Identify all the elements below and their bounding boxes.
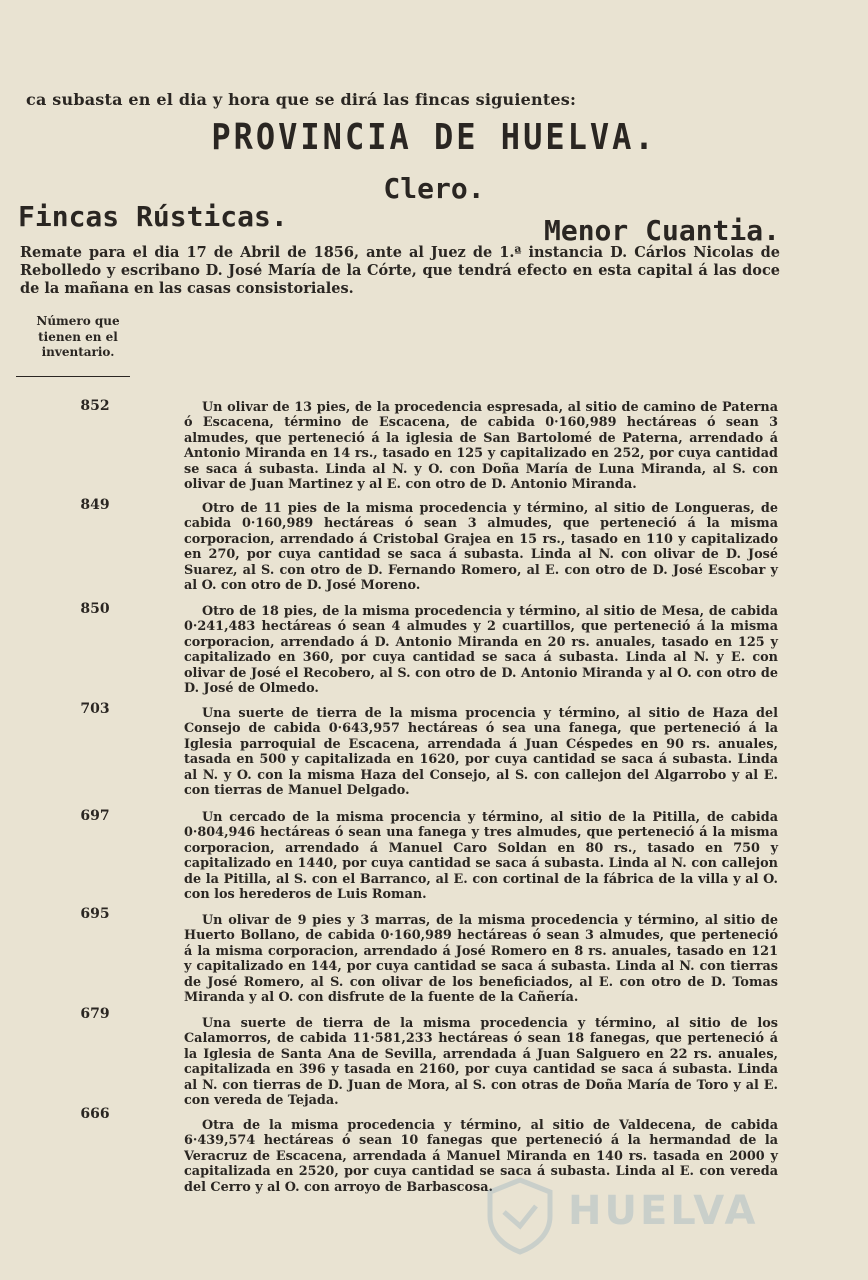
entry-text: Un cercado de la misma procencia y término, al sitio de la Pitilla, de cabida 0·804,946 hectáreas ó sean una fanega y tres almudes, que perteneció á la misma corporacion, arrendado á Manuel Caro Soldan en 80 rs., tasado en 750 y capitalizado en 1440, por cuya cantidad se saca á subasta. Linda al N. con callejon de la Pitilla, al S. con el Barranco, al E. con cortinal de la fábrica de la villa y al O. con los herederos de Luis Roman. [184, 810, 778, 903]
entry-text: Una suerte de tierra de la misma procencia y término, al sitio de Haza del Consejo de cabida 0·643,957 hectáreas ó sea una fanega, que perteneció á la Iglesia parroquial de Escacena, arrendada á Juan Céspedes en 90 rs. anuales, tasada en 500 y capitalizada en 1620, por cuya cantidad se saca á subasta. Linda al N. y O. con la misma Haza del Consejo, al S. con callejon del Algarrobo y al E. con tierras de Manuel Delgado. [184, 706, 778, 799]
intro-line: ca subasta en el dia y hora que se dirá las fincas siguientes: [26, 90, 577, 109]
column-header: Número que tienen en el inventario. [36, 314, 120, 360]
entry-text: Un olivar de 13 pies, de la procedencia espresada, al sitio de camino de Paterna ó Escacena, término de Escacena, de cabida 0·160,989 hectáreas ó sean 3 almudes, que perteneció á la iglesia de San Bartolomé de Paterna, arrendado á Antonio Miranda en 14 rs., tasado en 125 y capitalizado en 252, por cuya cantidad se saca á subasta. Linda al N. y O. con Doña María de Luna Miranda, al S. con olivar de Juan Martinez y al E. con otro de D. Antonio Miranda. [184, 400, 778, 493]
watermark [480, 1176, 820, 1256]
entry-text: Otro de 11 pies de la misma procedencia y término, al sitio de Longueras, de cabida 0·160,989 hectáreas ó sean 3 almudes, que perteneció á la misma corporacion, arrendado á Cristobal Grajea en 15 rs., tasado en 110 y capitalizado en 270, por cuya cantidad se saca á subasta. Linda al N. con olivar de D. José Suarez, al S. con otro de D. Fernando Romero, al E. con otro de D. José Escobar y al O. con otro de D. José Moreno. [184, 501, 778, 594]
watermark-shield-icon [480, 1176, 560, 1256]
entry-number: 850 [80, 601, 110, 617]
entry-number: 703 [80, 701, 110, 717]
fincas-title: Fincas Rústicas. [18, 200, 288, 233]
entry-number: 849 [80, 497, 110, 513]
remate-paragraph: Remate para el dia 17 de Abril de 1856, ante al Juez de 1.ª instancia D. Cárlos Nicolas de Rebolledo y escribano D. José María de la Córte, que tendrá efecto en esta capital á las doce de la mañana en las casas consistoriales. [20, 244, 780, 298]
province-title: PROVINCIA DE HUELVA. [211, 116, 657, 158]
entry-number: 697 [80, 808, 110, 824]
entry-text: Otro de 18 pies, de la misma procedencia y término, al sitio de Mesa, de cabida 0·241,483 hectáreas ó sean 4 almudes y 2 cuartillos, que perteneció á la misma corporacion, arrendado á D. Antonio Miranda en 20 rs. anuales, tasado en 125 y capitalizado en 360, por cuya cantidad se saca á subasta. Linda al N. y E. con olivar de José el Recobero, al S. con otro de D. Antonio Miranda y al O. con otro de D. José de Olmedo. [184, 604, 778, 697]
entry-number: 695 [80, 906, 110, 922]
header-rule [16, 376, 130, 377]
entry-text: Una suerte de tierra de la misma procedencia y término, al sitio de los Calamorros, de cabida 11·581,233 hectáreas ó sean 18 fanegas, que perteneció á la Iglesia de Santa Ana de Sevilla, arrendada á Juan Salguero en 22 rs. anuales, capitalizada en 396 y tasada en 2160, por cuya cantidad se saca á subasta. Linda al N. con tierras de D. Juan de Mora, al S. con otras de Doña María de Toro y al E. con vereda de Tejada. [184, 1016, 778, 1109]
entry-text: Un olivar de 9 pies y 3 marras, de la misma procedencia y término, al sitio de Huerto Bollano, de cabida 0·160,989 hectáreas ó sean 3 almudes, que perteneció á la misma corporacion, arrendado á José Romero en 8 rs. anuales, tasado en 121 y capitalizado en 144, por cuya cantidad se saca á subasta. Linda al N. con tierras de José Romero, al S. con olivar de los beneficiados, al E. con otro de D. Tomas Miranda y al O. con disfrute de la fuente de la Cañería. [184, 913, 778, 1006]
entry-number: 679 [80, 1006, 110, 1022]
entry-text: Otra de la misma procedencia y término, al sitio de Valdecena, de cabida 6·439,574 hectáreas ó sean 10 fanegas que perteneció á la hermandad de la Veracruz de Escacena, arrendada á Manuel Miranda en 140 rs. tasada en 2000 y capitalizada en 2520, por cuya cantidad se saca á subasta. Linda al E. con vereda del Cerro y al O. con arroyo de Barbascosa. [184, 1118, 778, 1195]
watermark-text: HUELVA [568, 1188, 759, 1234]
clero-title: Clero. [383, 172, 485, 205]
entry-number: 852 [80, 398, 110, 414]
menor-cuantia-title: Menor Cuantia. [543, 214, 780, 247]
entry-number: 666 [80, 1106, 110, 1122]
